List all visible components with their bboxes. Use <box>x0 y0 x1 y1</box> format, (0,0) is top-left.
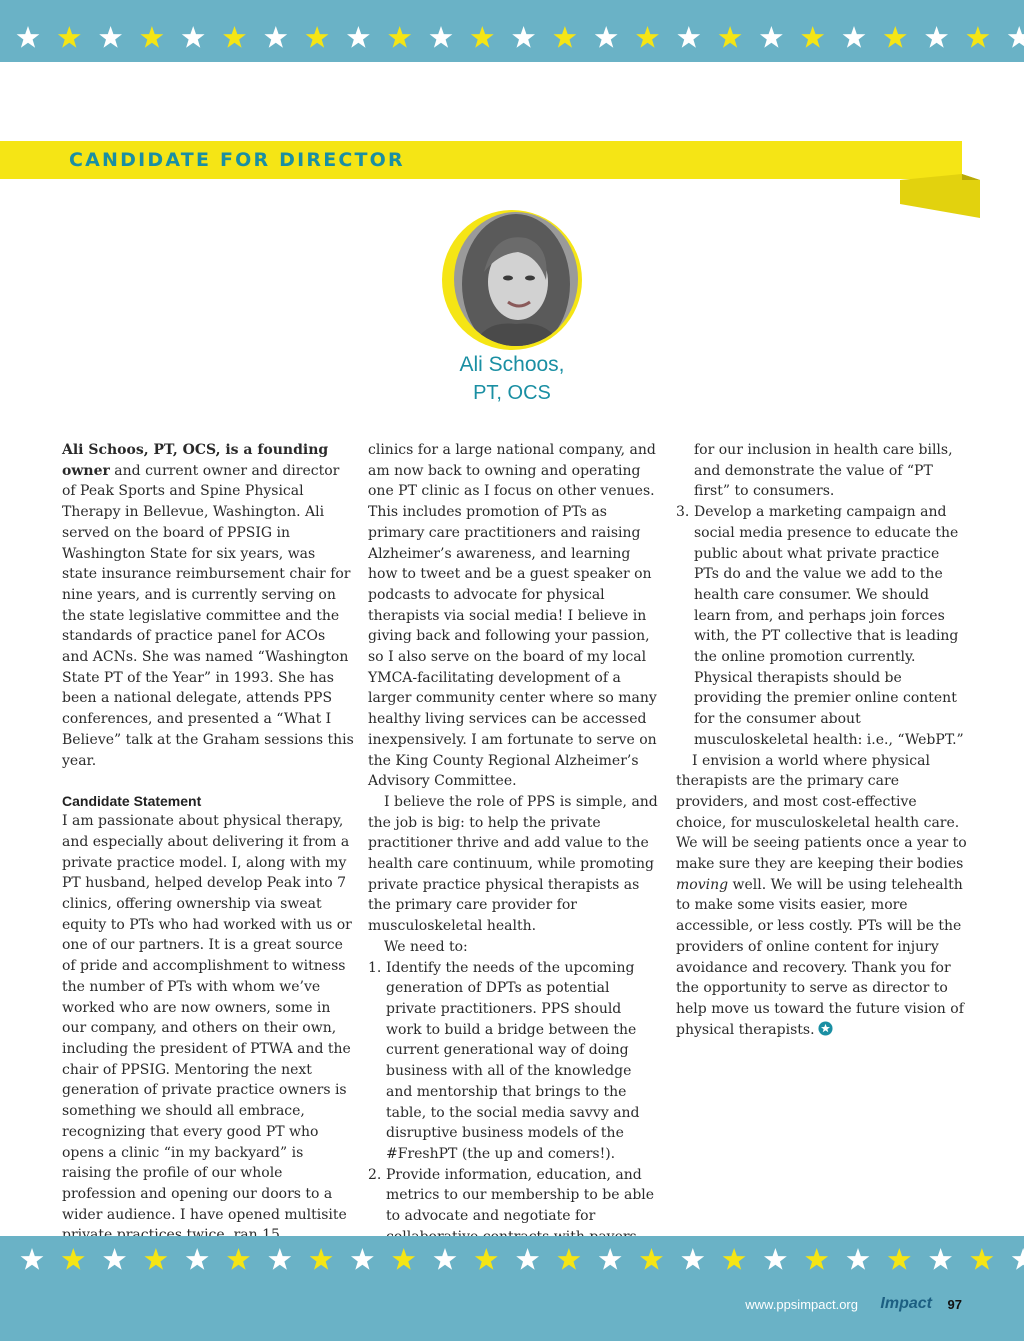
star-icon <box>351 1248 374 1270</box>
star-icon <box>764 1248 787 1270</box>
star-icon <box>141 26 164 48</box>
column-1 <box>62 440 354 1246</box>
star-icon <box>805 1248 828 1270</box>
list-item <box>676 502 968 750</box>
star-icon <box>971 1248 994 1270</box>
list-text: for our inclusion in health care bills, and demonstrate the value of “PT first” to consumers. <box>694 442 953 500</box>
bio-paragraph <box>62 440 354 771</box>
star-icon <box>558 1248 581 1270</box>
star-icon <box>843 26 866 48</box>
star-icon <box>434 1248 457 1270</box>
star-icon <box>888 1248 911 1270</box>
star-icon <box>268 1248 291 1270</box>
star-icon <box>145 1248 168 1270</box>
star-icon <box>677 26 700 48</box>
star-icon <box>723 1248 746 1270</box>
needs-intro: We need to: <box>384 938 468 955</box>
star-icon <box>186 1248 209 1270</box>
star-icon <box>62 1248 85 1270</box>
bio-lead: Ali Schoos, PT, OCS, is a founding owner <box>62 442 329 479</box>
star-icon <box>929 1248 952 1270</box>
star-icon <box>516 1248 539 1270</box>
star-icon <box>430 26 453 48</box>
section-title: CANDIDATE FOR DIRECTOR <box>69 149 405 171</box>
star-icon <box>640 1248 663 1270</box>
star-icon <box>471 26 494 48</box>
star-circle-icon <box>818 1021 833 1036</box>
star-icon <box>1012 1248 1024 1270</box>
star-icon <box>884 26 907 48</box>
star-icon <box>310 1248 333 1270</box>
page-number: 97 <box>947 1297 962 1312</box>
star-icon <box>227 1248 250 1270</box>
list-number: 1. <box>368 959 382 976</box>
statement-paragraph-continued: clinics for a large national company, and am now back to owning and operating one PT clinic as I focus on other venues. This includes promotion of PTs as primary care practitioners and raising Alzheimer’s awareness, and learning how to tweet and be a guest speaker on podcasts to advocate for physical therapists via social media! I believe in giving back and following your passion, so I also serve on the board of my local YMCA-facilitating development of a larger community center where so many healthy living services can be accessed inexpensively. I am fortunate to serve on the King County Regional Alzheimer’s Advisory Committee. <box>368 442 657 790</box>
column-3 <box>676 440 968 1040</box>
star-icon <box>99 26 122 48</box>
pps-role-paragraph: I believe the role of PPS is simple, and the job is big: to help the private practitioner thrive and add value to the health care continuum, while promoting private practice physical therapists as the primary care provider for musculoskeletal health. <box>368 793 658 935</box>
statement-heading: Candidate Statement <box>62 793 202 810</box>
star-icon <box>847 1248 870 1270</box>
statement-paragraph: I am passionate about physical therapy, and especially about delivering it from a private practice model. I, along with my PT husband, helped develop Peak into 7 clinics, offering ownership via sweat equity to PTs who had worked with us or one of our partners. It is a great source of pride and accomplishment to witness the number of PTs with whom we’ve worked who are now owners, some in our company, and others on their own, including the president of PTWA and the chair of PPSIG. Mentoring the next generation of private practice owners is something we should all embrace, recognizing that every good PT who opens a clinic “in my backyard” is raising the profile of our whole profession and opening our doors to a wider audience. I have opened multisite <box>62 813 352 1223</box>
star-icon <box>388 26 411 48</box>
vision-emphasis: moving <box>676 876 729 893</box>
star-icon <box>306 26 329 48</box>
column-2 <box>368 440 660 1268</box>
candidate-name: Ali Schoos, <box>459 353 565 376</box>
footer-url[interactable]: www.ppsimpact.org <box>745 1297 858 1312</box>
star-icon <box>58 26 81 48</box>
list-text: Provide information, education, and metrics to our membership to be able to advocate and negotiate for <box>386 1166 655 1225</box>
footer <box>0 1297 1024 1317</box>
candidate-credentials: PT, OCS <box>473 382 551 404</box>
needs-list <box>368 958 660 1269</box>
list-text: Identify the needs of the upcoming generation of DPTs as potential private practitioners. PPS should work to build a bridge between the current generational way of doing business with all of the knowledge and mentorship that brings to the table, to the social media savvy and disruptive business models of the #FreshPT (the up and comers!). <box>386 959 640 1162</box>
ribbon-fold <box>900 174 982 220</box>
top-star-band <box>0 0 1024 62</box>
list-item <box>368 958 660 1165</box>
star-icon <box>636 26 659 48</box>
star-icon <box>17 26 40 48</box>
star-icon <box>801 26 824 48</box>
footer-brand: Impact <box>880 1295 932 1312</box>
star-icon <box>760 26 783 48</box>
vision-text-end: well. We will be using telehealth to make some visits easier, more accessible, or less costly. PTs will be the providers of online content for injury avoidance and recovery. Thank you for the opportunity to serve as director to help move us toward the future vision of physical therapists. <box>676 876 964 1038</box>
star-icon <box>595 26 618 48</box>
needs-list-continued <box>676 440 968 751</box>
star-icon <box>681 1248 704 1270</box>
star-icon <box>719 26 742 48</box>
star-icon <box>925 26 948 48</box>
star-icon <box>599 1248 622 1270</box>
bio-text: and current owner and director of Peak Sports and Spine Physical Therapy in Bellevue, Washington. Ali served on the board of PPSIG in Washington State for six years, was state insurance reimbursement chair for nine years, and is currently serving on the state legislative committee and the standards of practice panel for ACOs and ACNs. She was named “Washington State PT of the Year” in 1993. She has been a national delegate, attends PPS conferences, and presented a “What I Believe” talk at the Graham sessions this year. <box>62 462 354 769</box>
star-icon <box>512 26 535 48</box>
vision-paragraph <box>676 751 968 1041</box>
star-icon <box>1008 26 1024 48</box>
star-icon <box>347 26 370 48</box>
star-icon <box>21 1248 44 1270</box>
star-icon <box>392 1248 415 1270</box>
list-number: 2. <box>368 1166 382 1183</box>
vision-text: I envision a world where physical therapists are the primary care providers, and most cost-effective choice, for musculoskeletal health care. We will be seeing patients once a year to make sure they are keeping their bodies <box>676 752 967 873</box>
star-icon <box>103 1248 126 1270</box>
list-number: 3. <box>676 504 690 521</box>
bottom-star-band <box>0 1236 1024 1292</box>
star-icon <box>264 26 287 48</box>
star-icon <box>223 26 246 48</box>
star-icon <box>182 26 205 48</box>
star-icon <box>967 26 990 48</box>
list-text: Develop a marketing campaign and social media presence to educate the public about what private practice PTs do and the value we add to the health care consumer. We should learn from, and perhaps join forces with, the PT collective that is leading the online promotion currently. Physical therapists should be providing the premier online content for the consumer about musculoskeletal health: i.e., “WebPT.” <box>694 504 964 748</box>
list-item <box>676 440 968 502</box>
candidate-photo <box>454 212 578 346</box>
star-icon <box>475 1248 498 1270</box>
star-icon <box>554 26 577 48</box>
